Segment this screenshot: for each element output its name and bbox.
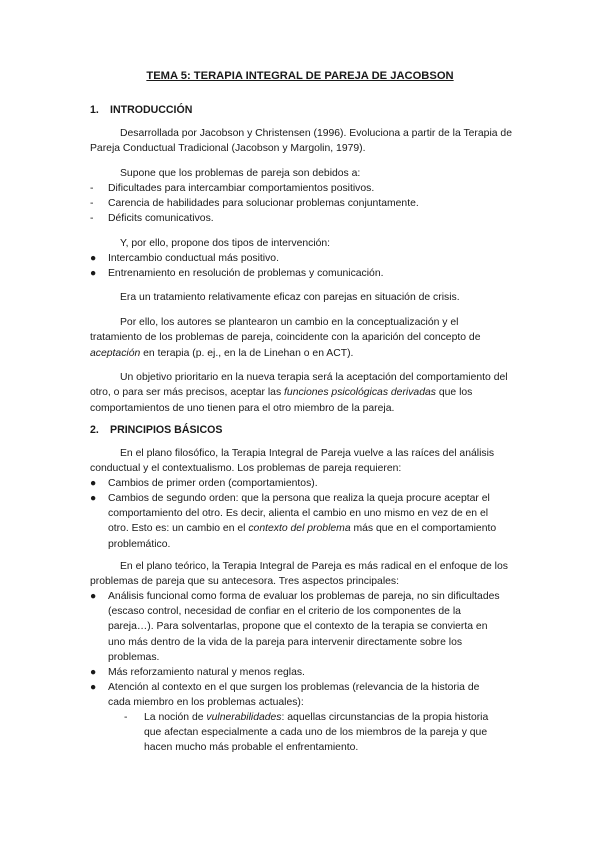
paragraph-line: tratamiento de los problemas de pareja, coincidente con la aparición del concepto de [90, 332, 481, 344]
list-item-text: Cambios de primer orden (comportamientos). [108, 478, 318, 489]
bullet-marker: ● [90, 253, 97, 264]
emphasis: aceptación [90, 347, 141, 359]
paragraph-line: comportamientos de uno tienen para el otro miembro de la pareja. [90, 402, 395, 414]
section-heading-introduccion [90, 104, 192, 116]
paragraph-line [90, 385, 508, 400]
dash-marker: - [90, 213, 94, 224]
paragraph-efficacy: Era un tratamiento relativamente eficaz con parejas en situación de crisis. [120, 292, 460, 303]
section-title: INTRODUCCIÓN [110, 104, 193, 116]
list-item-text: Cambios de segundo orden: que la persona que realiza la queja procure aceptar el [108, 493, 490, 504]
paragraph-line: Pareja Conductual Tradicional (Jacobson y Margolin, 1979). [90, 143, 366, 155]
list-item [90, 181, 510, 196]
text-run: en terapia (p. ej., en la de Linehan o en ACT). [140, 347, 354, 359]
list-item [90, 589, 510, 665]
paragraph-line: Por ello, los autores se plantearon un cambio en la conceptualización y el [120, 317, 459, 328]
list-item-text: problemas. [108, 651, 160, 663]
paragraph-line: problemas de pareja que su antecesora. Tres aspectos principales: [90, 576, 400, 588]
list-item-text: Análisis funcional como forma de evaluar los problemas de pareja, no sin dificultades [108, 591, 500, 602]
paragraph-line: Desarrollada por Jacobson y Christensen (1996). Evoluciona a partir de la Terapia de [120, 128, 512, 139]
list-item [90, 491, 510, 552]
list-item-text: Déficits comunicativos. [108, 213, 214, 224]
text-run: La noción de [144, 712, 207, 723]
dash-marker: - [124, 712, 128, 723]
list-item-text: Carencia de habilidades para solucionar problemas conjuntamente. [108, 198, 419, 209]
section-number: 2. [90, 424, 99, 436]
list-item-text: Intercambio conductual más positivo. [108, 253, 279, 264]
bullet-marker: ● [90, 682, 97, 693]
list-item-text: Dificultades para intercambiar comportamientos positivos. [108, 183, 375, 194]
text-run: más que en el comportamiento [350, 523, 497, 535]
text-run: otro, o para ser más precisos, aceptar las [90, 387, 285, 399]
bullet-marker: ● [90, 268, 97, 279]
emphasis: contexto del problema [248, 523, 351, 535]
paragraph-objective [90, 370, 508, 416]
paragraph-intro [90, 126, 512, 157]
section-number: 1. [90, 104, 99, 116]
bullet-marker: ● [90, 667, 97, 678]
list-item-text [108, 521, 510, 536]
list-item-text: Atención al contexto en el que surgen los problemas (relevancia de la historia de [108, 682, 480, 693]
list-item-text: Entrenamiento en resolución de problemas y comunicación. [108, 268, 384, 279]
list-item-text: uno más dentro de la vida de la pareja para intervenir directamente sobre los [108, 636, 463, 648]
list-item-text: (escaso control, necesidad de confiar en el criterio de los componentes de la [108, 606, 461, 618]
list-item-text: que afectan especialmente a cada uno de los miembros de la pareja y que [144, 727, 488, 739]
list-item [90, 211, 510, 226]
sub-list-item [124, 710, 524, 756]
dash-marker: - [90, 198, 94, 209]
dash-marker: - [90, 183, 94, 194]
text-run: que los [435, 387, 473, 399]
list-item [90, 266, 510, 281]
list-item [90, 476, 510, 491]
bullet-marker: ● [90, 478, 97, 489]
list-item-text: comportamiento del otro. Es decir, alienta el cambio en uno mismo en vez de en el [108, 508, 489, 520]
bullet-marker: ● [90, 493, 97, 504]
list-item-text: Más reforzamiento natural y menos reglas. [108, 667, 305, 678]
document-title: TEMA 5: TERAPIA INTEGRAL DE PAREJA DE JACOBSON [146, 70, 454, 82]
paragraph-line: conductual y el contextualismo. Los problemas de pareja requieren: [90, 463, 402, 475]
section-heading-principios [90, 424, 222, 436]
list-item [90, 196, 510, 211]
list-item [90, 680, 510, 710]
paragraph-acceptance [90, 315, 480, 361]
section-title: PRINCIPIOS BÁSICOS [110, 424, 223, 436]
paragraph-causes-intro: Supone que los problemas de pareja son debidos a: [120, 168, 361, 179]
list-item [90, 665, 510, 680]
paragraph-line: Un objetivo prioritario en la nueva terapia será la aceptación del comportamiento del [120, 372, 508, 383]
list-item-text: hacen mucho más probable el enfrentamiento. [144, 742, 359, 754]
list-item-text: cada miembro en los problemas actuales): [108, 697, 304, 709]
text-run: : aquellas circunstancias de la propia historia [281, 712, 489, 723]
paragraph-line: En el plano filosófico, la Terapia Integral de Pareja vuelve a las raíces del análisis [120, 448, 495, 459]
paragraph-line: En el plano teórico, la Terapia Integral de Pareja es más radical en el enfoque de los [120, 561, 508, 572]
list-item-text [144, 710, 524, 725]
paragraph-theoretical [90, 559, 508, 590]
emphasis: funciones psicológicas derivadas [284, 387, 436, 399]
paragraph-interventions-intro: Y, por ello, propone dos tipos de intervención: [120, 238, 331, 249]
list-item [90, 251, 510, 266]
bullet-marker: ● [90, 591, 97, 602]
paragraph-line [90, 346, 480, 361]
text-run: otro. Esto es: un cambio en el [108, 523, 249, 535]
list-item-text: problemático. [108, 538, 171, 550]
emphasis: vulnerabilidades [206, 712, 282, 723]
list-item-text: pareja…). Para solventarlas, propone que el contexto de la terapia se convierta en [108, 621, 488, 633]
paragraph-philosophical [90, 446, 494, 477]
